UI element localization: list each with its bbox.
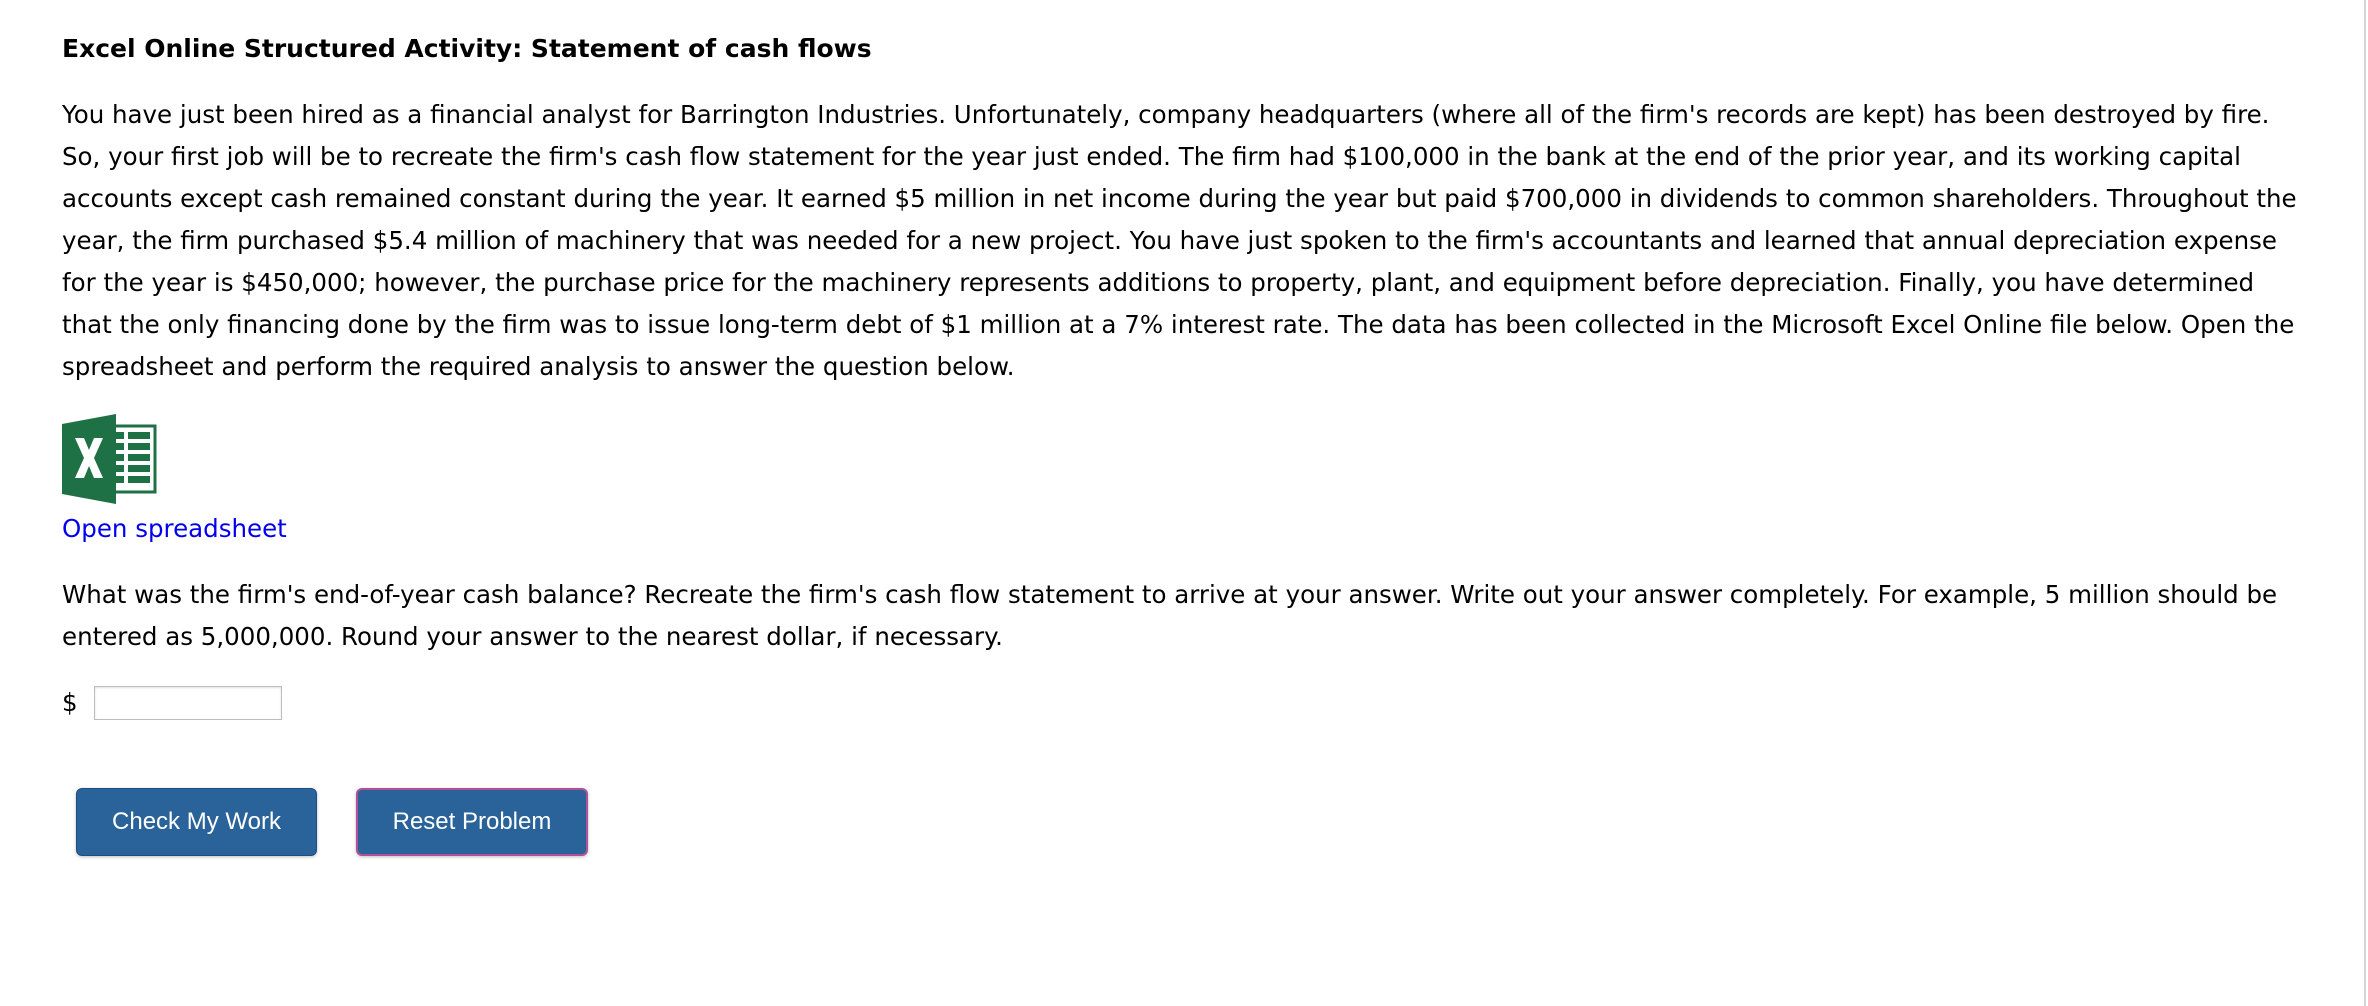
answer-input[interactable] <box>94 686 282 720</box>
check-my-work-button[interactable]: Check My Work <box>76 788 317 856</box>
open-spreadsheet-link[interactable]: Open spreadsheet <box>62 514 287 543</box>
question-text: What was the firm's end-of-year cash balance? Recreate the firm's cash flow statement to arrive at your answer. Write out your answer completely. For example, 5 million should be entered as 5,000,000. Round your answer to the nearest dollar, if necessary. <box>62 580 2278 651</box>
currency-symbol: $ <box>62 688 78 717</box>
page-divider <box>2364 0 2366 1006</box>
answer-row <box>62 684 282 722</box>
reset-problem-button[interactable]: Reset Problem <box>356 788 588 856</box>
page-title: Excel Online Structured Activity: Statement of cash flows <box>62 34 872 63</box>
excel-icon[interactable] <box>62 414 158 504</box>
problem-statement: You have just been hired as a financial analyst for Barrington Industries. Unfortunately, company headquarters (where all of the firm's records are kept) has been destroyed by fire. So, your first job will be to recreate the firm's cash flow statement for the year just ended. The firm had $100,000 in the bank at the end of the prior year, and its working capital accounts except cash remained constant during the year. It earned $5 million in net income during the year but paid $700,000 in dividends to common shareholders. Throughout the year, the firm purchased $5.4 million of machinery that was needed for a new project. You have just spoken to the firm's accountants and learned that annual depreciation expense for the year is $450,000; however, the purchase price for the machinery represents additions to property, plant, and equipment before depreciation. Finally, you have determined that the only financing done by the firm was to issue long-term debt of $1 million at a 7% interest rate. The data has been collected in the Microsoft Excel Online file below. Open the spreadsheet and perform the required analysis to answer the question below. <box>62 100 2297 381</box>
